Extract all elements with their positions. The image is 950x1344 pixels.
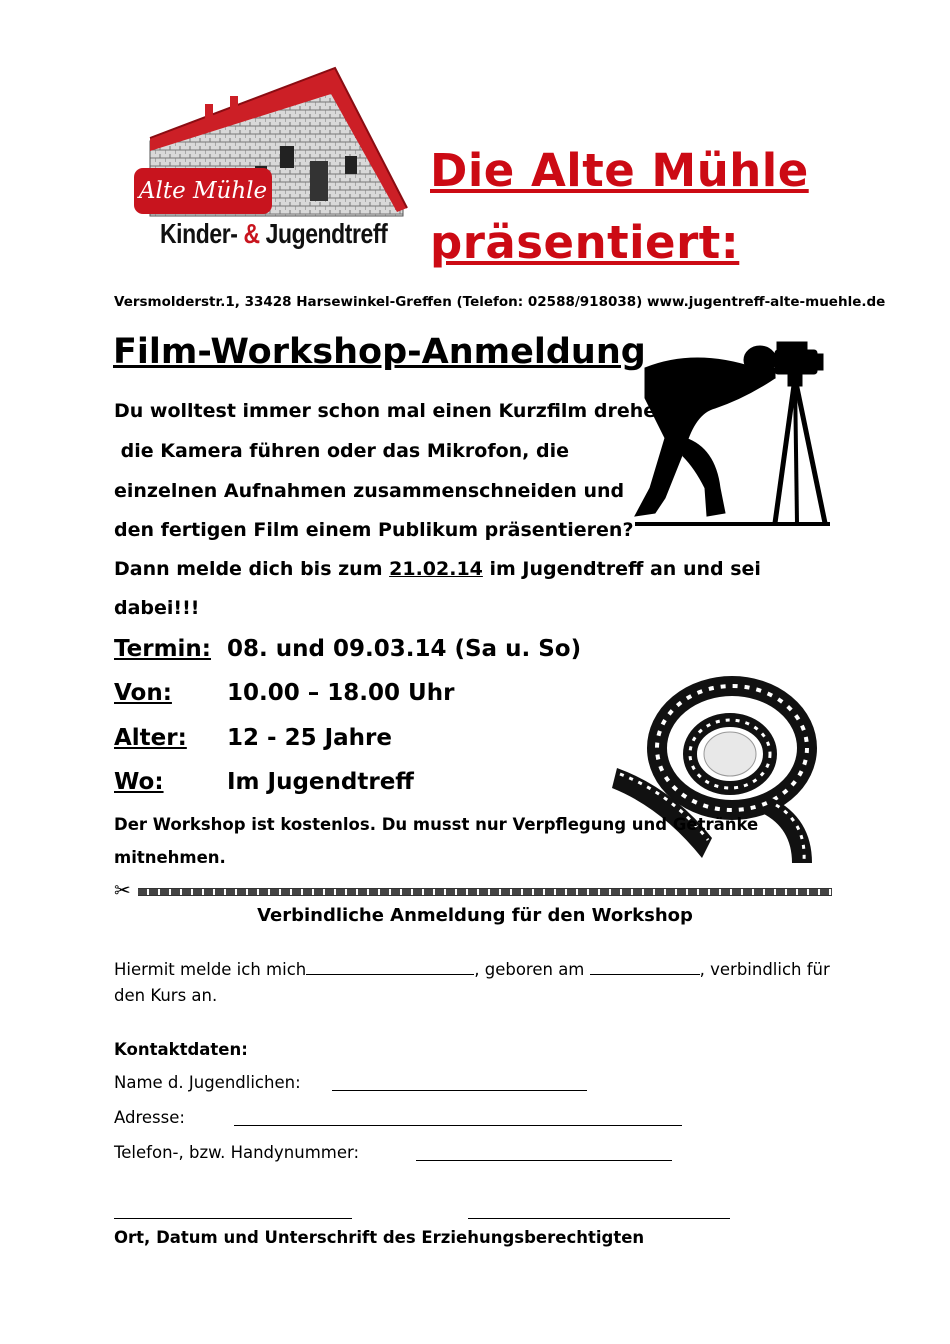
headline-line-1: Die Alte Mühle xyxy=(430,144,809,197)
intro-line-2: die Kamera führen oder das Mikrofon, die xyxy=(114,440,570,462)
cut-line xyxy=(138,888,832,896)
detail-value-wo: Im Jugendtreff xyxy=(227,769,414,795)
intro-line-3: einzelnen Aufnahmen zusammenschneiden und xyxy=(114,480,625,502)
logo-subtitle: Kinder- & Jugendtreff xyxy=(160,218,388,249)
scissors-icon: ✂ xyxy=(114,878,131,902)
contact-heading: Kontaktdaten: xyxy=(114,1040,248,1059)
field-label-name: Name d. Jugendlichen: xyxy=(114,1073,301,1092)
intro-line-6: dabei!!! xyxy=(114,597,200,619)
intro-line-1: Du wolltest immer schon mal einen Kurzfilm drehen, xyxy=(114,400,677,422)
birthdate-blank[interactable] xyxy=(590,960,700,975)
form-sentence-end: den Kurs an. xyxy=(114,986,218,1005)
field-line-address[interactable] xyxy=(234,1125,682,1126)
note-line-2: mitnehmen. xyxy=(114,848,226,867)
signature-caption: Ort, Datum und Unterschrift des Erziehungsberechtigten xyxy=(114,1228,645,1247)
detail-label-alter: Alter: xyxy=(114,725,187,751)
field-label-phone: Telefon-, bzw. Handynummer: xyxy=(114,1143,360,1162)
field-line-name[interactable] xyxy=(332,1090,587,1091)
signature-line-place-date[interactable] xyxy=(114,1218,352,1219)
page-title: Film-Workshop-Anmeldung xyxy=(113,332,646,372)
form-sentence: Hiermit melde ich mich , geboren am , verbindlich für xyxy=(114,960,830,979)
intro-line-5: Dann melde dich bis zum 21.02.14 im Jugendtreff an und sei xyxy=(114,558,761,580)
name-blank[interactable] xyxy=(306,960,474,975)
note-line-1: Der Workshop ist kostenlos. Du musst nur Verpflegung und Getränke xyxy=(114,815,759,834)
detail-label-termin: Termin: xyxy=(114,636,211,662)
film-reel-icon xyxy=(612,668,822,868)
signature-line-guardian[interactable] xyxy=(468,1218,730,1219)
intro-line-4: den fertigen Film einem Publikum präsentieren? xyxy=(114,519,634,541)
field-label-address: Adresse: xyxy=(114,1108,185,1127)
detail-label-von: Von: xyxy=(114,680,172,706)
address-line: Versmolderstr.1, 33428 Harsewinkel-Greffen (Telefon: 02588/918038) www.jugentreff-alte-muehle.de xyxy=(114,294,886,310)
headline-line-2: präsentiert: xyxy=(430,216,740,269)
form-title: Verbindliche Anmeldung für den Workshop xyxy=(257,905,693,926)
cameraman-silhouette-icon xyxy=(625,338,835,528)
detail-value-alter: 12 - 25 Jahre xyxy=(227,725,392,751)
detail-label-wo: Wo: xyxy=(114,769,164,795)
detail-value-termin: 08. und 09.03.14 (Sa u. So) xyxy=(227,636,582,662)
logo-badge: Alte Mühle xyxy=(134,168,272,214)
deadline-date: 21.02.14 xyxy=(389,558,483,580)
detail-value-von: 10.00 – 18.00 Uhr xyxy=(227,680,455,706)
field-line-phone[interactable] xyxy=(416,1160,672,1161)
